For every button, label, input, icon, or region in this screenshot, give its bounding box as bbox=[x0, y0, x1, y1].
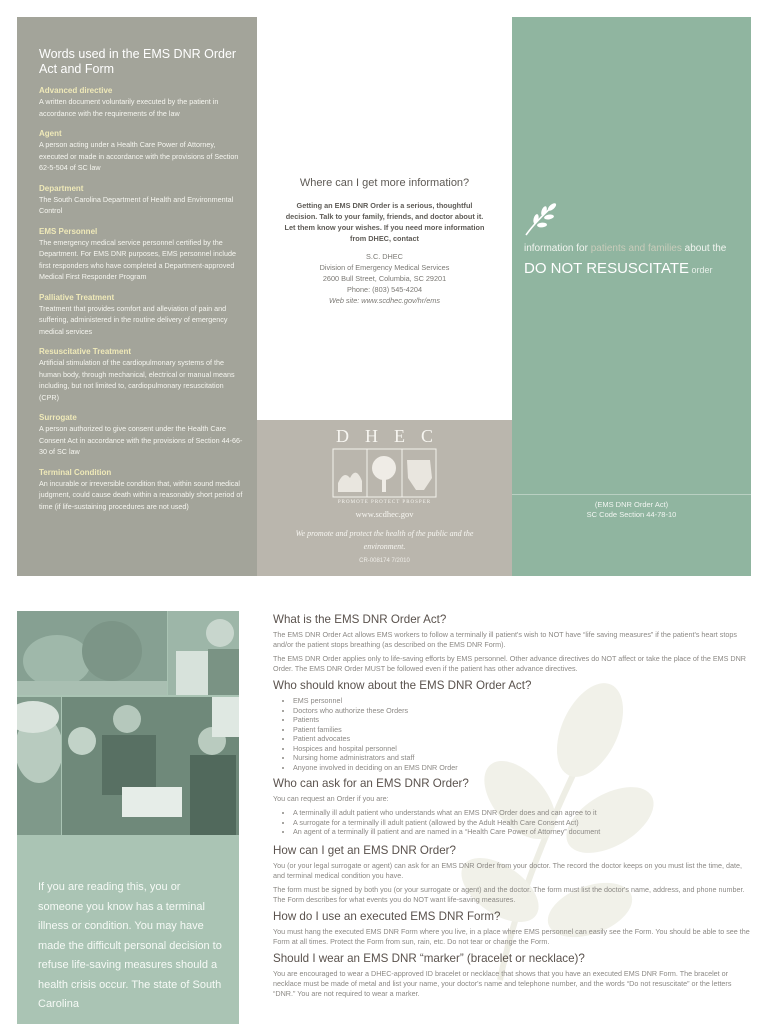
term-name: Surrogate bbox=[39, 413, 77, 422]
glossary-term bbox=[39, 412, 245, 458]
glossary-panel bbox=[17, 17, 257, 576]
who-should-know-list bbox=[273, 696, 753, 772]
list-item: • Nursing home administrators and staff bbox=[293, 753, 753, 763]
paragraph: The form must be signed by both you (or your surrogate or agent) and the doctor. The form must list the doctor's name, address, and phone number. The Form describes for what events you do NOT want life-saving measures. bbox=[273, 884, 745, 904]
who-can-ask-list bbox=[273, 808, 753, 837]
term-name: Palliative Treatment bbox=[39, 292, 115, 302]
paragraph: The EMS DNR Order applies only to life-saving efforts by EMS personnel. Other advance directives do NOT affect or take the place of the EMS DNR Order. The EMS DNR Order MUST be followed even if the patient has other advance directives. bbox=[273, 654, 746, 673]
address-line: 2600 Bull Street, Columbia, SC 29201 bbox=[322, 274, 447, 283]
paragraph: You are encouraged to wear a DHEC-approved ID bracelet or necklace that shows that you have an executed EMS DNR Form. The bracelet or necklace must be made of metal and list your name, your doctor's name and telephone number, and the words “Do not resuscitate” or the letters “DNR.” You are not required to wear a marker. bbox=[273, 968, 732, 998]
glossary-term bbox=[39, 346, 245, 403]
list-item: • Patient families bbox=[293, 725, 753, 735]
section-heading: How do I use an executed EMS DNR Form? bbox=[273, 909, 501, 923]
photo-column bbox=[17, 611, 239, 1024]
photo-elderly-woman bbox=[17, 697, 61, 835]
term-name: EMS Personnel bbox=[39, 226, 98, 236]
section-heading: How can I get an EMS DNR Order? bbox=[273, 843, 456, 857]
list-item: • EMS personnel bbox=[293, 696, 753, 706]
term-name: Resuscitative Treatment bbox=[39, 347, 132, 356]
section-heading: What is the EMS DNR Order Act? bbox=[273, 613, 447, 626]
section-heading: Who should know about the EMS DNR Order Act? bbox=[273, 679, 532, 692]
list-item: • Patient advocates bbox=[293, 734, 753, 744]
paragraph: You (or your legal surrogate or agent) can ask for an EMS DNR Order from your doctor. The record the doctor keeps on you must list the time, date, and terminal medical condition you have. bbox=[273, 860, 743, 880]
dhec-website[interactable]: www.scdhec.gov bbox=[355, 509, 414, 519]
glossary-term bbox=[39, 183, 245, 217]
term-definition: A written document voluntarily executed by the patient in accordance with the requirements of the law bbox=[39, 97, 219, 118]
term-definition: A person authorized to give consent under the Health Care Consent Act in accordance with the provisions of Section 44-66-30 of SC law bbox=[39, 424, 243, 456]
faq-column bbox=[273, 612, 753, 1003]
info-address bbox=[257, 251, 512, 306]
address-line: Division of Emergency Medical Services bbox=[319, 263, 450, 272]
term-definition: The South Carolina Department of Health and Environmental Control bbox=[39, 194, 234, 215]
act-code: SC Code Section 44-78-10 bbox=[586, 510, 677, 519]
paragraph: You must hang the executed EMS DNR Form where you live, in a place where EMS personnel can easily see the Form. You should be able to see the Form at all times. Protect the Form from sun, rain, etc. Do not tear or change the Form. bbox=[273, 926, 750, 946]
dhec-logo-icon bbox=[332, 448, 437, 498]
glossary-title: Words used in the EMS DNR Order Act and Form bbox=[39, 47, 237, 76]
dhec-tagline: PROMOTE PROTECT PROSPER bbox=[337, 500, 432, 505]
cover-title-suffix: order bbox=[689, 265, 713, 275]
divider bbox=[512, 494, 751, 495]
paragraph: The EMS DNR Order Act allows EMS workers to follow a terminally ill patient's wish to NOT have “life saving measures” if the patient's heart stops and/or the patient stops breathing (as described on the EMS DNR Form). bbox=[273, 630, 737, 649]
photo-nurse-patient bbox=[17, 611, 167, 695]
address-line: Phone: (803) 545-4204 bbox=[346, 285, 423, 294]
glossary-term bbox=[39, 226, 245, 283]
term-name: Terminal Condition bbox=[39, 467, 112, 477]
cover-title bbox=[524, 260, 749, 277]
list-item: • Doctors who authorize these Orders bbox=[293, 706, 753, 716]
term-name: Department bbox=[39, 183, 84, 193]
term-definition: An incurable or irreversible condition that, within sound medical judgment, could cause death within a reasonably short period of time (if life-sustaining procedures are not used) bbox=[39, 478, 243, 511]
document-code: CR-008174 7/2010 bbox=[359, 558, 410, 564]
photo-family-group bbox=[62, 697, 239, 835]
cover-panel bbox=[512, 17, 751, 576]
address-line: S.C. DHEC bbox=[366, 252, 403, 261]
section-heading: Who can ask for an EMS DNR Order? bbox=[273, 777, 469, 790]
dhec-panel bbox=[257, 420, 512, 576]
dhec-motto: We promote and protect the health of the public and the environment. bbox=[295, 529, 474, 551]
list-item: • An agent of a terminally ill patient and are named in a “Health Care Power of Attorney” document bbox=[293, 827, 753, 837]
leaf-sprig-icon bbox=[522, 199, 562, 237]
address-line: Web site: www.scdhec.gov/hr/ems bbox=[329, 296, 440, 305]
info-heading: Where can I get more information? bbox=[299, 177, 470, 189]
photo-caregiver bbox=[168, 611, 239, 695]
term-definition: A person acting under a Health Care Power of Attorney, executed or made in accordance with the provisions of Section 62-5-504 of SC law bbox=[39, 140, 239, 172]
act-reference bbox=[512, 500, 751, 520]
act-name: (EMS DNR Order Act) bbox=[594, 500, 669, 509]
glossary-term bbox=[39, 292, 245, 338]
term-name: Agent bbox=[39, 129, 62, 138]
list-item: • Anyone involved in deciding on an EMS DNR Order bbox=[293, 763, 753, 773]
cover-intro bbox=[524, 243, 749, 254]
glossary-term bbox=[39, 467, 245, 513]
info-body: Getting an EMS DNR Order is a serious, thoughtful decision. Talk to your family, friends, and doctor about it. Let them know your wishes. If you need more information from DHEC, contact bbox=[284, 201, 485, 243]
cover-title-main: DO NOT RESUSCITATE bbox=[524, 260, 690, 277]
paragraph: You can request an Order if you are: bbox=[273, 794, 389, 803]
intro-suffix: about the bbox=[681, 243, 727, 254]
dhec-logo-letters: DHEC bbox=[336, 426, 449, 446]
list-item: • A terminally ill adult patient who understands what an EMS DNR Order does and can agree to it bbox=[293, 808, 753, 818]
term-definition: The emergency medical service personnel certified by the Department. For EMS DNR purposes, EMS personnel include first responders who have completed a Department-approved Medical First Responder Program bbox=[39, 237, 236, 281]
reading-intro: If you are reading this, you or someone you know has a terminal illness or condition. You may have made the difficult personal decision to refuse life-saving measures should a health crisis occur. The state of South Carolina bbox=[38, 881, 222, 1010]
info-panel bbox=[257, 17, 512, 420]
term-definition: Artificial stimulation of the cardiopulmonary systems of the human body, through mechanical, electrical or manual means including, but not limited to, cardiopulmonary resuscitation (CPR) bbox=[39, 358, 235, 402]
intro-prefix: information for bbox=[524, 243, 591, 254]
glossary-list bbox=[39, 85, 245, 521]
section-heading: Should I wear an EMS DNR “marker” (bracelet or necklace)? bbox=[273, 951, 585, 965]
list-item: • A surrogate for a terminally ill adult patient (allowed by the Adult Health Care Consent Act) bbox=[293, 818, 753, 828]
glossary-term bbox=[39, 128, 245, 174]
list-item: • Hospices and hospital personnel bbox=[293, 744, 753, 754]
intro-highlight: patients and families bbox=[590, 243, 682, 254]
glossary-term bbox=[39, 85, 245, 119]
term-name: Advanced directive bbox=[39, 86, 113, 95]
term-definition: Treatment that provides comfort and alleviation of pain and suffering, administered in the routine delivery of emergency medical services bbox=[39, 303, 228, 336]
list-item: • Patients bbox=[293, 715, 753, 725]
